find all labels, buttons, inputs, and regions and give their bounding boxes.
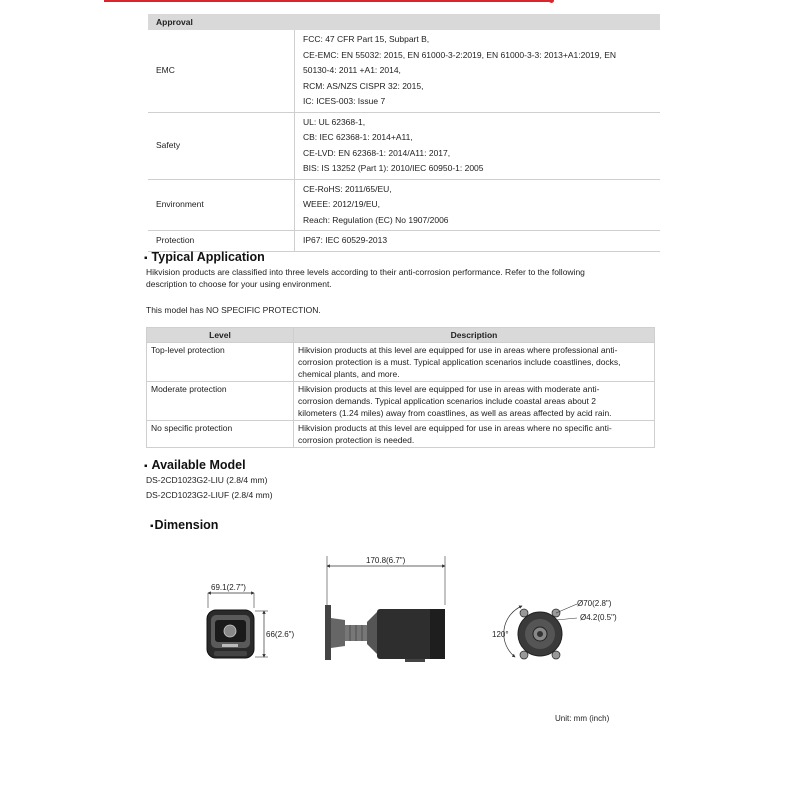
front-width-label: 69.1(2.7") bbox=[211, 583, 246, 592]
available-model-title-text: Available Model bbox=[151, 458, 246, 472]
level-name: Top-level protection bbox=[147, 343, 294, 382]
description-line: Hikvision products at this level are equipped for use in areas with moderate anti- bbox=[298, 384, 600, 394]
dimension-title-text: Dimension bbox=[154, 518, 219, 532]
approval-line: FCC: 47 CFR Part 15, Subpart B, bbox=[303, 34, 430, 44]
bullet-icon: ▪ bbox=[144, 461, 148, 472]
camera-front-view bbox=[207, 583, 295, 658]
protection-note: This model has NO SPECIFIC PROTECTION. bbox=[146, 305, 321, 315]
approval-line: BIS: IS 13252 (Part 1): 2010/IEC 60950-1: 2005 bbox=[303, 163, 484, 173]
camera-side-view bbox=[325, 556, 445, 662]
approval-line: IP67: IEC 60529-2013 bbox=[303, 235, 388, 245]
approval-key-environment: Environment bbox=[148, 179, 295, 231]
approval-line: WEEE: 2012/19/EU, bbox=[303, 199, 381, 209]
base-diameter-label: Ø70(2.8") bbox=[577, 599, 612, 608]
approval-line: RCM: AS/NZS CISPR 32: 2015, bbox=[303, 80, 424, 91]
description-line: corrosion demands. Typical application scenarios include coastal areas about 2 bbox=[298, 396, 596, 406]
camera-base-view bbox=[492, 599, 617, 659]
levels-col-level: Level bbox=[147, 328, 294, 343]
description-line: chemical plants, and more. bbox=[298, 369, 400, 379]
level-name: No specific protection bbox=[147, 421, 294, 448]
approval-line: CE-EMC: EN 55032: 2015, EN 61000-3-2:2019, EN 61000-3-3: 2013+A1:2019, EN bbox=[303, 49, 617, 60]
bullet-icon: ▪ bbox=[150, 521, 154, 532]
base-angle-label: 120° bbox=[492, 630, 509, 639]
unit-note: Unit: mm (inch) bbox=[555, 714, 610, 723]
typical-application-title-text: Typical Application bbox=[151, 250, 265, 264]
side-length-label: 170.8(6.7") bbox=[366, 556, 406, 565]
approval-line: CE-LVD: EN 62368-1: 2014/A11: 2017, bbox=[303, 147, 451, 158]
approval-key-emc: EMC bbox=[148, 30, 295, 112]
description-line: corrosion protection is needed. bbox=[298, 435, 415, 445]
approval-line: CE-RoHS: 2011/65/EU, bbox=[303, 183, 392, 194]
levels-col-description: Description bbox=[294, 328, 655, 343]
description-line: Hikvision products at this level are equipped for use in areas where no specific anti- bbox=[298, 423, 612, 433]
front-height-label: 66(2.6") bbox=[266, 630, 295, 639]
model-item: DS-2CD1023G2-LIUF (2.8/4 mm) bbox=[146, 490, 273, 500]
approval-key-safety: Safety bbox=[148, 112, 295, 179]
approval-line: CB: IEC 62368-1: 2014+A11, bbox=[303, 132, 413, 142]
approval-line: Reach: Regulation (EC) No 1907/2006 bbox=[303, 214, 449, 225]
approval-header: Approval bbox=[148, 14, 660, 30]
description-line: corrosion protection is a must. Typical application scenarios include coastlines, docks, bbox=[298, 357, 621, 367]
description-line: kilometers (1.24 miles) away from coastlines, as well as areas affected by acid rain. bbox=[298, 408, 612, 418]
hole-diameter-label: Ø4.2(0.5") bbox=[580, 613, 617, 622]
approval-line: IC: ICES-003: Issue 7 bbox=[303, 96, 386, 106]
description-line: Hikvision products at this level are equipped for use in areas where professional anti- bbox=[298, 345, 618, 355]
approval-line: UL: UL 62368-1, bbox=[303, 116, 366, 127]
approval-key-protection: Protection bbox=[148, 231, 295, 252]
typical-intro-line: description to choose for your using environment. bbox=[146, 279, 332, 289]
bullet-icon: ▪ bbox=[144, 253, 148, 264]
level-name: Moderate protection bbox=[147, 382, 294, 421]
model-item: DS-2CD1023G2-LIU (2.8/4 mm) bbox=[146, 475, 268, 485]
approval-line: 50130-4: 2011 +A1: 2014, bbox=[303, 65, 401, 75]
typical-intro-line: Hikvision products are classified into three levels according to their anti-corrosion performance. Refer to the following bbox=[146, 267, 585, 277]
